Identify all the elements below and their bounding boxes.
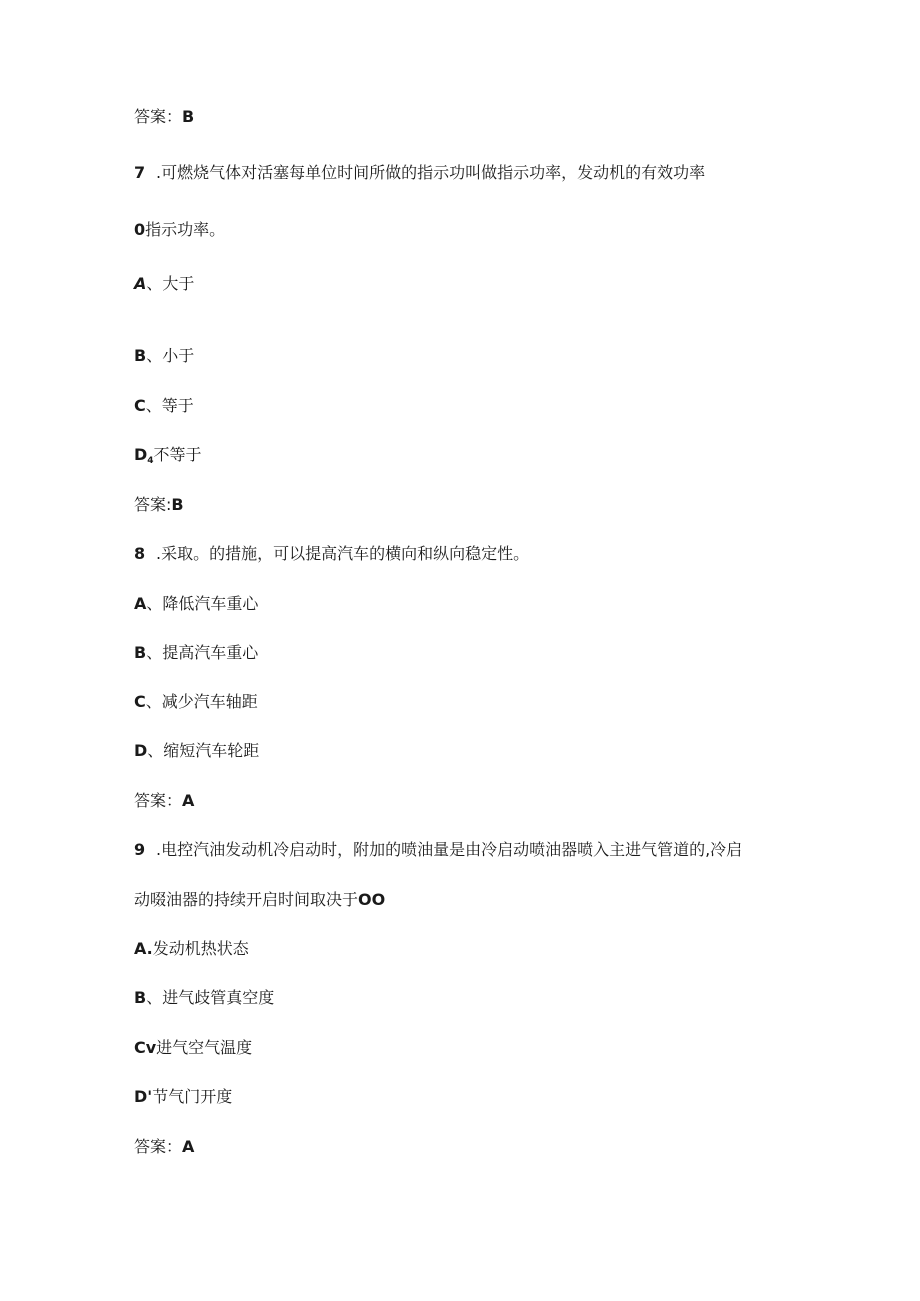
option-b [134, 988, 274, 1008]
option-text: 减少汽车轴距 [161, 692, 258, 711]
option-label: B [134, 988, 147, 1007]
option-label: C [134, 396, 146, 415]
option-sep: 4 [147, 456, 154, 466]
option-d [134, 741, 259, 761]
answer-value: A [182, 1137, 195, 1156]
option-sep: 、 [146, 274, 163, 293]
question-text: .电控汽油发动机冷启动时，附加的喷油量是由冷启动喷油器喷入主进气管道的,冷启 [156, 840, 743, 859]
option-a [134, 594, 258, 614]
option-sep: 、 [146, 643, 163, 662]
answer-value: B [182, 107, 195, 126]
option-sep: 、 [145, 396, 162, 415]
option-b [134, 346, 194, 366]
option-sep: 、 [146, 988, 163, 1007]
question-8-text [134, 544, 529, 564]
question-number: 9 [134, 840, 146, 859]
option-b [134, 643, 258, 663]
answer-line [134, 1137, 194, 1157]
option-label: A. [134, 939, 153, 958]
option-sep: 、 [147, 741, 164, 760]
question-text: .采取。的措施，可以提高汽车的横向和纵向稳定性。 [156, 544, 530, 563]
option-label: Cv [134, 1038, 157, 1057]
option-text: 小于 [162, 346, 195, 365]
answer-value: B [171, 495, 184, 514]
blank-marker: 0 [134, 220, 146, 239]
option-text: 提高汽车重心 [162, 643, 259, 662]
option-c [134, 396, 194, 416]
option-text: 不等于 [153, 445, 202, 464]
answer-value: A [182, 791, 195, 810]
option-c [134, 1038, 252, 1058]
option-d [134, 1087, 232, 1107]
option-text: 进气空气温度 [156, 1038, 253, 1057]
question-7-text-cont [134, 220, 225, 240]
option-label: D [134, 741, 148, 760]
question-text: .可燃烧气体对活塞每单位时间所做的指示功叫做指示功率，发动机的有效功率 [156, 163, 706, 182]
option-sep: 、 [145, 692, 162, 711]
answer-label: 答案： [134, 1137, 183, 1156]
option-text: 等于 [161, 396, 194, 415]
question-number: 8 [134, 544, 146, 563]
answer-label: 答案： [134, 107, 183, 126]
option-text: 发动机热状态 [152, 939, 249, 958]
question-9-text-cont [134, 890, 385, 910]
option-label: B [134, 346, 147, 365]
option-d [134, 445, 202, 468]
option-label: A [134, 274, 147, 293]
option-label: C [134, 692, 146, 711]
answer-line [134, 791, 194, 811]
blank-marker: OO [358, 890, 386, 909]
question-7-text [134, 163, 705, 183]
answer-label: 答案： [134, 791, 183, 810]
answer-line [134, 107, 194, 127]
answer-line [134, 495, 184, 515]
answer-label: 答案: [134, 495, 172, 514]
option-sep: 、 [146, 594, 163, 613]
option-text: 大于 [162, 274, 195, 293]
option-label: D' [134, 1087, 153, 1106]
option-text: 进气歧管真空度 [162, 988, 275, 1007]
question-number: 7 [134, 163, 146, 182]
option-label: B [134, 643, 147, 662]
question-text: 指示功率。 [145, 220, 226, 239]
option-a [134, 939, 249, 959]
option-text: 节气门开度 [152, 1087, 233, 1106]
option-text: 缩短汽车轮距 [163, 741, 260, 760]
option-a [134, 274, 194, 294]
option-label: A [134, 594, 147, 613]
option-c [134, 692, 258, 712]
option-text: 降低汽车重心 [162, 594, 259, 613]
question-text: 动啜油器的持续开启时间取决于 [134, 890, 359, 909]
option-sep: 、 [146, 346, 163, 365]
option-label: D [134, 445, 148, 464]
question-9-text [134, 840, 742, 860]
